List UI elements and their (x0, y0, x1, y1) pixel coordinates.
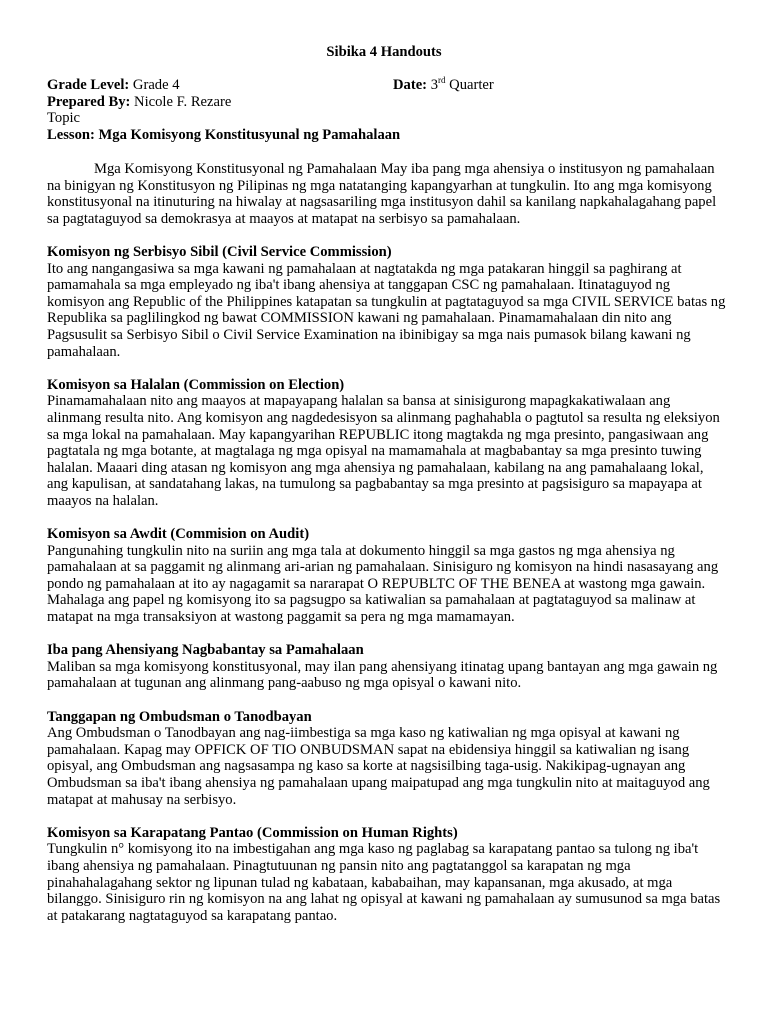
section-human-rights (47, 825, 728, 925)
section-heading: Komisyon sa Halalan (Commission on Election) (47, 376, 345, 393)
section-heading: Komisyon sa Karapatang Pantao (Commission on Human Rights) (47, 824, 458, 841)
section-heading: Komisyon ng Serbisyo Sibil (Civil Service Commission) (47, 243, 392, 260)
section-heading: Komisyon sa Awdit (Commision on Audit) (47, 526, 310, 543)
section-election (47, 377, 728, 510)
section-body: Maliban sa mga komisyong konstitusyonal, may ilan pang ahensiyang itinatag upang bantayan ang mga gawain ng pamahalaan at tugunan ang alinmang pang-aabuso ng mga opisyal o kawani nito. (47, 658, 718, 692)
section-ombudsman (47, 709, 728, 809)
grade-label: Grade Level: (47, 77, 130, 93)
topic-label: Topic (47, 110, 81, 127)
prepared-label: Prepared By: (47, 93, 131, 110)
document-meta (47, 77, 728, 143)
lesson-row (47, 127, 728, 144)
date-value-rest: Quarter (445, 77, 494, 93)
intro-paragraph: Mga Komisyong Konstitusyonal ng Pamahalaan May iba pang mga ahensiya o institusyon ng pamahalaan na binigyan ng Konstitusyon ng Pilipinas ng mga natatanging kapangyarhan at tungkulin. Ito ang mga komisyong konstitusyonal na itinuturing na hiwalay at nagsasariling mga institusyon dahil sa kanilang napkahalagahang papel sa pagtataguyod sa demokrasya at maayos at matapat na serbisyo sa pamahalaan. (47, 161, 717, 227)
section-body: Pinamamahalaan nito ang maayos at mapayapang halalan sa bansa at sinisigurong mapagkakatiwalaan ang alinmang resulta nito. Ang komisyon ang nagdedesisyon sa alinmang paghahabla o pagtutol sa resulta ng eleksiyon sa mga lokal na pamahalaan. May kapangyarihan REPUBLIC itong magtakda ng mga presinto, pangasiwaan ang pagtatala ng mga botante, at magtalaga ng mga opisyal na mamamahala at magbabantay sa mga presinto tuwing halalan. Maaari ding atasan ng komisyon ang mga ahensiya ng pamahalaan, kabilang na ang pamahalaang lokal, ang kapulisan, at sandatahang lakas, na tumulong sa pagbabantay sa mga presinto at pagsisiguro sa mapayapa at maayos na halalan. (47, 393, 720, 509)
section-heading: Iba pang Ahensiyang Nagbabantay sa Pamahalaan (47, 642, 364, 659)
document-body (47, 161, 728, 924)
date-field (393, 77, 494, 94)
topic-row (47, 110, 728, 127)
section-body: Pangunahing tungkulin nito na suriin ang mga tala at dokumento hinggil sa mga gastos ng mga ahensiya ng pamahalaan at sa paggamit ng alinmang ari-arian ng pamahalaan. Sinisiguro ng komisyon na hindi nasasayang ang pondo ng pamahalaan at ito ay nagagamit sa nararapat O REPUBLTC OF THE BENEA at wastong mga gawain. Mahalaga ang papel ng komisyong ito sa pagsugpo sa katiwalian sa pamahalaan at pagtataguyod sa malinaw at matapat na mga transaksiyon at wastong paggamit sa pera ng mga mamamayan. (47, 542, 719, 626)
section-other-agencies (47, 642, 728, 692)
section-heading: Tanggapan ng Ombudsman o Tanodbayan (47, 708, 312, 725)
section-audit (47, 526, 728, 626)
lesson-label: Lesson: Mga Komisyong Konstitusyunal ng Pamahalaan (47, 126, 401, 143)
date-label: Date: (393, 77, 428, 93)
grade-value: Grade 4 (129, 77, 180, 93)
prepared-value: Nicole F. Rezare (130, 93, 232, 110)
prepared-row (47, 94, 728, 111)
date-value-sup: rd (438, 75, 446, 86)
grade-row (47, 77, 728, 94)
section-body: Tungkulin n° komisyong ito na imbestigahan ang mga kaso ng paglabag sa karapatang pantao sa tulong ng iba't ibang ahensiya ng pamahalaan. Pinagtutuunan ng pansin nito ang pagtatanggol sa karapatan ng mga pinahahalagahang sektor ng lipunan tulad ng kabataan, kababaihan, may kapansanan, mga akusado, at mga bilanggo. Sinisiguro rin ng komisyon na ang lahat ng opisyal at kawani ng pamahalaan ay sumusunod sa mga batas at patakarang nagtataguyod sa karapatang pantao. (47, 841, 721, 924)
section-body: Ito ang nangangasiwa sa mga kawani ng pamahalaan at nagtatakda ng mga patakaran hinggil sa paghirang at pamamahala sa mga empleyado ng iba't ibang ahensiya at tanggapan CSC ng pamahalaan. Itinataguyod ng komisyon ang Republic of the Philippines katapatan sa tungkulin at pagtataguyod sa mga CIVIL SERVICE batas ng Republika sa paglilingkod ng bawat COMMISSION kawani ng pamahalaan. Pinamamahalaan din nito ang Pagsusulit sa Serbisyo Sibil o Civil Service Examination na ibinibigay sa mga nais pumasok bilang kawani ng pamahalaan. (47, 260, 726, 360)
date-value-num: 3 (427, 77, 438, 93)
document-title: Sibika 4 Handouts (326, 44, 442, 60)
section-body: Ang Ombudsman o Tanodbayan ang nag-iimbestiga sa mga kaso ng katiwalian ng mga opisyal at kawani ng pamahalaan. Kapag may OPFICK OF TIO ONBUDSMAN sapat na ebidensiya hinggil sa katiwalian ng isang opisyal, ang Ombudsman ang nagsasampa ng kaso sa korte at nagsisilbing taga-usig. Nakikipag-ugnayan ang Ombudsman sa iba't ibang ahensiya ng pamahalaan upang maipatupad ang mga tungkulin nito at maitaguyod ang matapat at mahusay na serbisyo. (47, 725, 710, 808)
section-civil-service (47, 244, 728, 360)
